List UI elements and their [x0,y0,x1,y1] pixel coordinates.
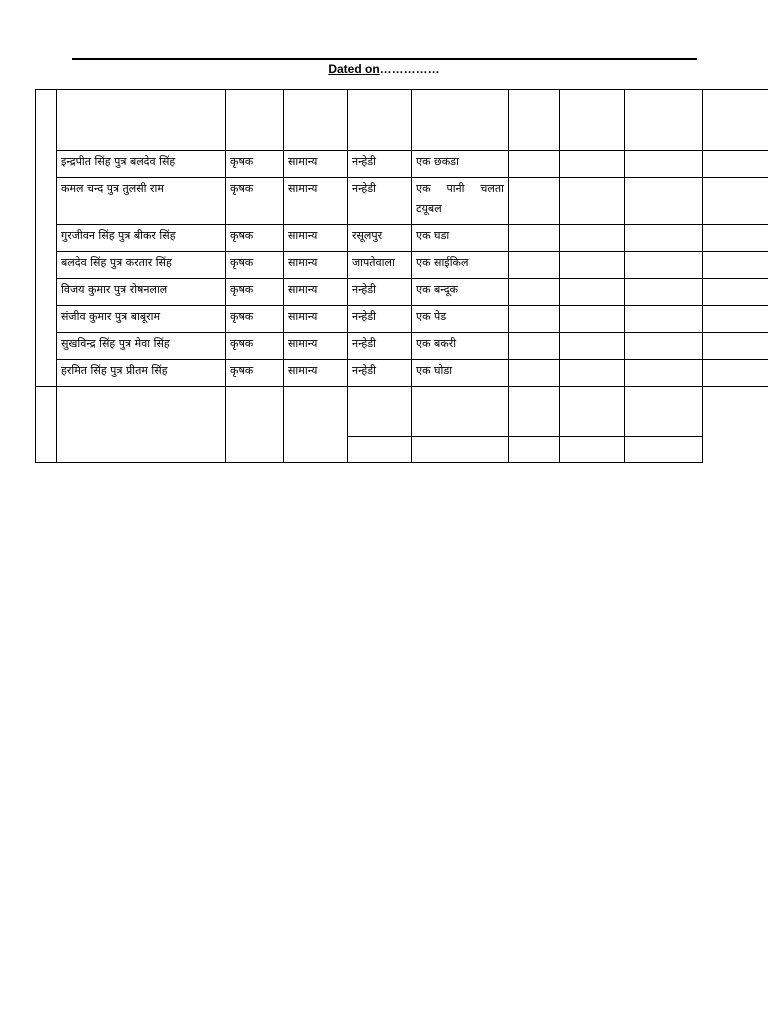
category-cell: सामान्य [284,279,348,306]
category-cell: सामान्य [284,252,348,279]
occupation-cell: कृषक [226,225,284,252]
footer-row [36,387,768,437]
name-cell: हरमित सिंह पुत्र प्रीतम सिंह [57,360,226,387]
item-cell: एक छकडा [412,151,509,178]
village-cell: रसूलपुर [348,225,412,252]
village-cell: नन्हेडी [348,360,412,387]
records-table [35,89,768,463]
occupation-cell: कृषक [226,279,284,306]
category-cell: सामान्य [284,225,348,252]
serial-column [36,90,57,387]
name-cell: कमल चन्द पुत्र तुलसी राम [57,178,226,225]
category-cell: सामान्य [284,333,348,360]
item-cell: एक पेड [412,306,509,333]
header-row [36,90,768,151]
table-row [36,225,768,252]
name-cell: संजीव कुमार पुत्र बाबूराम [57,306,226,333]
name-cell: सुखविन्द्र सिंह पुत्र मेवा सिंह [57,333,226,360]
category-cell: सामान्य [284,306,348,333]
table-row [36,279,768,306]
item-cell: एक बकरी [412,333,509,360]
occupation-cell: कृषक [226,333,284,360]
name-cell: गुरजीवन सिंह पुत्र बीकर सिंह [57,225,226,252]
village-cell: नन्हेडी [348,178,412,225]
village-cell: नन्हेडी [348,333,412,360]
occupation-cell: कृषक [226,360,284,387]
name-cell: इन्द्रपीत सिंह पुत्र बलदेव सिंह [57,151,226,178]
name-cell: विजय कुमार पुत्र रोषनलाल [57,279,226,306]
item-cell: एक पानी चलता टयूबल [412,178,509,225]
village-cell: नन्हेडी [348,279,412,306]
category-cell: सामान्य [284,360,348,387]
occupation-cell: कृषक [226,151,284,178]
occupation-cell: कृषक [226,178,284,225]
dated-line [0,62,768,76]
name-cell: बलदेव सिंह पुत्र करतार सिंह [57,252,226,279]
table-row [36,151,768,178]
table-row [36,252,768,279]
item-cell: एक घडा [412,225,509,252]
village-cell: जापतेवाला [348,252,412,279]
village-cell: नन्हेडी [348,151,412,178]
dated-label: Dated on [328,62,380,76]
dated-dots: …………… [379,62,440,76]
occupation-cell: कृषक [226,306,284,333]
item-cell: एक घोडा [412,360,509,387]
item-cell: एक बन्दूक [412,279,509,306]
category-cell: सामान्य [284,178,348,225]
occupation-cell: कृषक [226,252,284,279]
category-cell: सामान्य [284,151,348,178]
item-cell: एक साईकिल [412,252,509,279]
table-row [36,360,768,387]
table-row [36,306,768,333]
top-rule [72,58,697,60]
table-row [36,178,768,225]
table-row [36,333,768,360]
village-cell: नन्हेडी [348,306,412,333]
